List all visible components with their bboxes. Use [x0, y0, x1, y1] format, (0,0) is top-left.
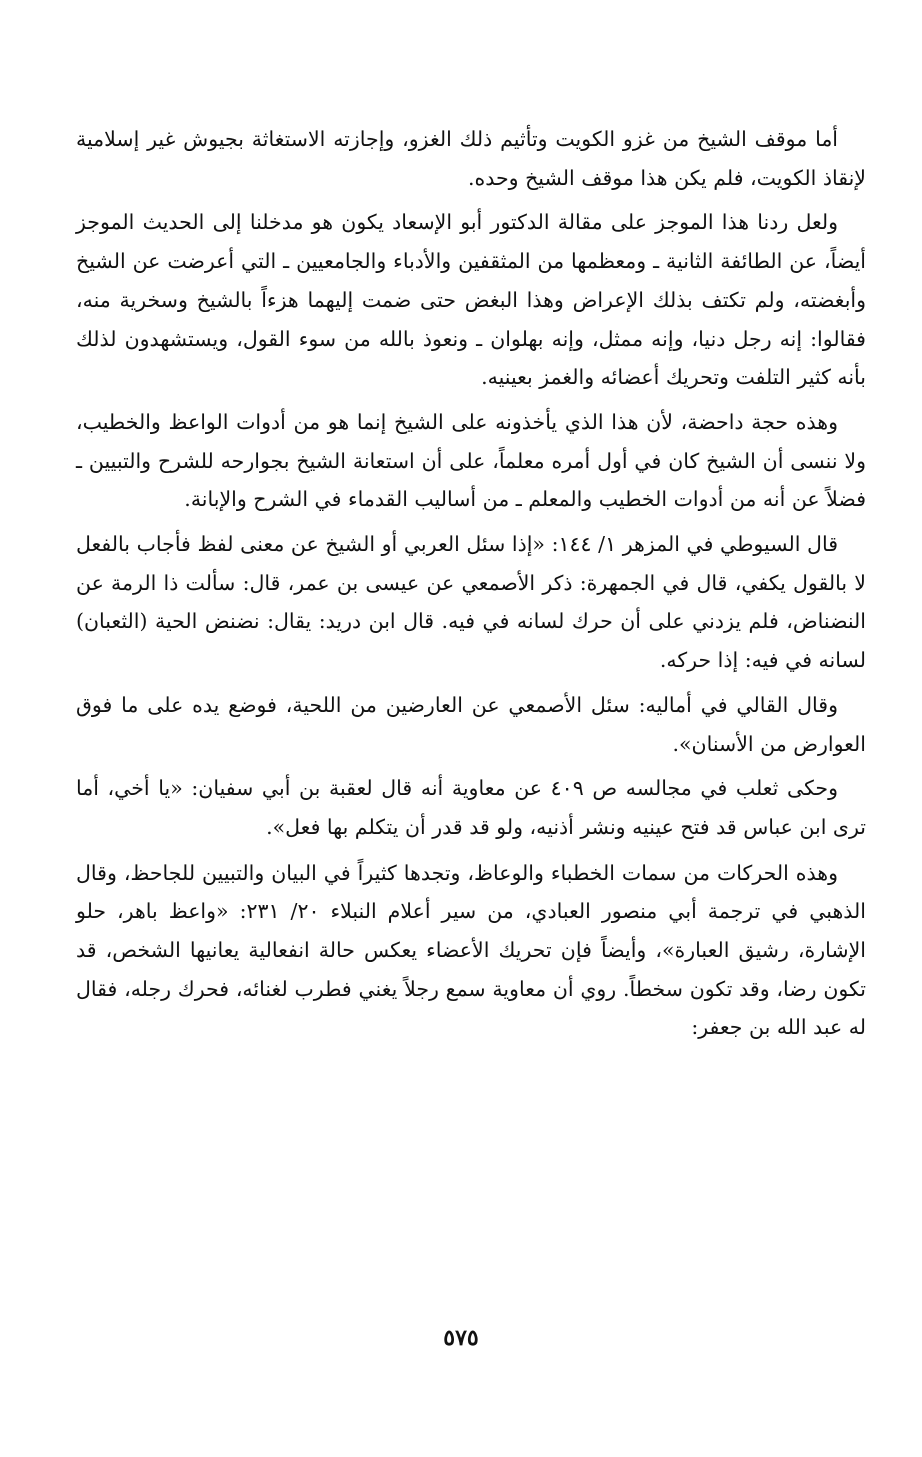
paragraph: وقال القالي في أماليه: سئل الأصمعي عن العارضين من اللحية، فوضع يده على ما فوق العوارض من الأسنان».: [76, 692, 866, 756]
paragraph: قال السيوطي في المزهر ١/ ١٤٤: «إذا سئل العربي أو الشيخ عن معنى لفظ فأجاب بالفعل لا بالقول يكفي، قال في الجمهرة: ذكر الأصمعي عن عيسى بن عمر، قال: سألت ذا الرمة عن النضناض، فلم يزدني على أن حرك لسانه في فيه. قال ابن دريد: يقال: نضنض الحية (الثعبان) لسانه في فيه: إذا حركه.: [76, 532, 866, 673]
page-number: ٥٧٥: [443, 1325, 479, 1351]
paragraph: ولعل ردنا هذا الموجز على مقالة الدكتور أبو الإسعاد يكون هو مدخلنا إلى الحديث الموجز أيضاً، عن الطائفة الثانية ـ ومعظمها من المثقفين والأدباء والجامعيين ـ التي أعرضت عن الشيخ وأبغضته، ولم تكتف بذلك الإعراض وهذا البغض حتى ضمت إليهما هزءاً بالشيخ وسخرية منه، فقالوا: إنه رجل دنيا، وإنه ممثل، وإنه بهلوان ـ ونعوذ بالله من سوء القول، ويستشهدون لذلك بأنه كثير التلفت وتحريك أعضائه والغمز بعينيه.: [76, 210, 866, 390]
paragraph: وهذه الحركات من سمات الخطباء والوعاظ، وتجدها كثيراً في البيان والتبيين للجاحظ، وقال الذهبي في ترجمة أبي منصور العبادي، من سير أعلام النبلاء ٢٠/ ٢٣١: «واعظ باهر، حلو الإشارة، رشيق العبارة»، وأيضاً فإن تحريك الأعضاء يعكس حالة انفعالية يعانيها الشخص، قد تكون رضا، وقد تكون سخطاً. روي أن معاوية سمع رجلاً يغني فطرب لغنائه، فحرك رجله، فقال له عبد الله بن جعفر:: [76, 860, 866, 1040]
page-body: [76, 120, 866, 1053]
paragraph: وحكى ثعلب في مجالسه ص ٤٠٩ عن معاوية أنه قال لعقبة بن أبي سفيان: «يا أخي، أما ترى ابن عباس قد فتح عينيه ونشر أذنيه، ولو قد قدر أن يتكلم بها فعل».: [76, 776, 866, 839]
paragraph: أما موقف الشيخ من غزو الكويت وتأثيم ذلك الغزو، وإجازته الاستغاثة بجيوش غير إسلامية لإنقاذ الكويت، فلم يكن هذا موقف الشيخ وحده.: [76, 127, 866, 190]
paragraph: وهذه حجة داحضة، لأن هذا الذي يأخذونه على الشيخ إنما هو من أدوات الواعظ والخطيب، ولا ننسى أن الشيخ كان في أول أمره معلماً، على أن استعانة الشيخ بجوارحه للشرح والتبيين ـ فضلاً عن أنه من أدوات الخطيب والمعلم ـ من أساليب القدماء في الشرح والإبانة.: [76, 409, 866, 512]
